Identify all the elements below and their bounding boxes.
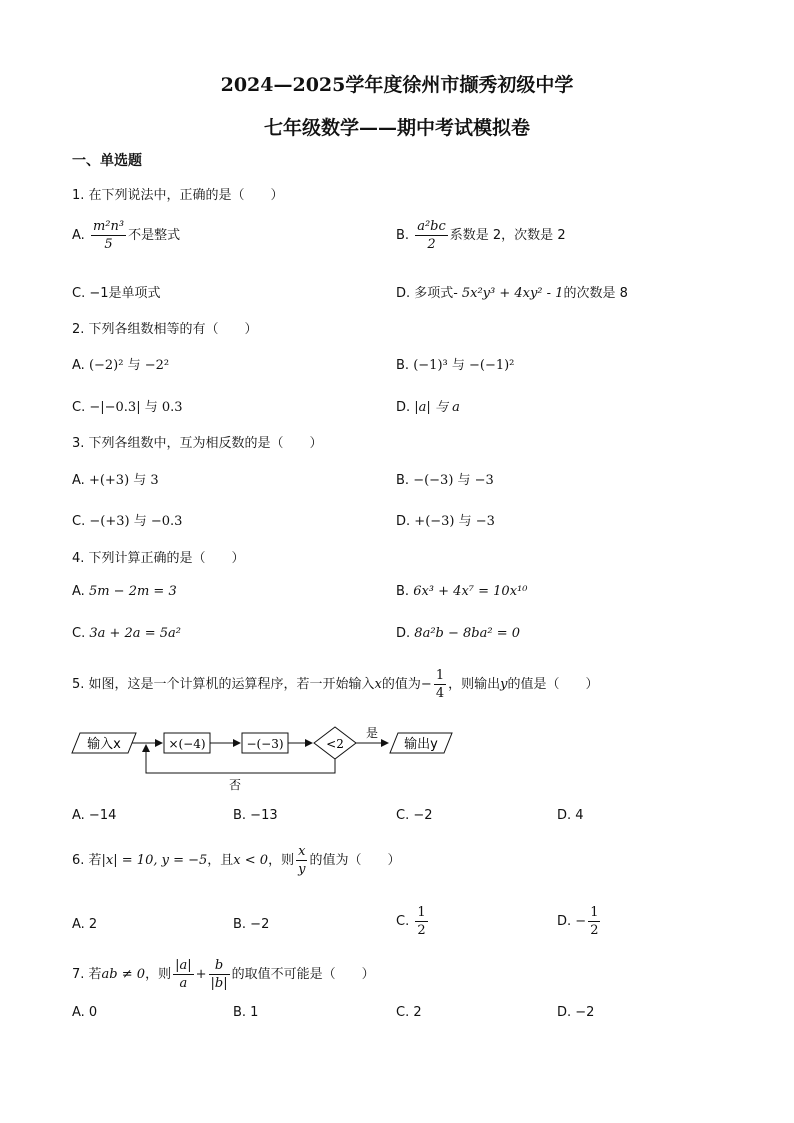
q3-option-c[interactable] xyxy=(72,510,182,529)
q3-option-b[interactable] xyxy=(396,469,494,488)
q1-b-tail: 系数是 2，次数是 2 xyxy=(449,228,566,243)
q6-option-d-label: D. xyxy=(557,914,572,929)
q2-option-a-label: A. xyxy=(72,358,85,373)
q1-option-b[interactable] xyxy=(396,218,566,253)
q6-stem-mid: ，且 xyxy=(207,853,234,868)
q2-option-b[interactable] xyxy=(396,354,514,373)
q6-option-d[interactable] xyxy=(557,904,602,939)
flow-decision-label: <2 xyxy=(326,737,344,751)
question-2-stem: 2. 下列各组数相等的有（ ） xyxy=(72,322,258,337)
q5-stem-x: x xyxy=(374,677,382,692)
q6-stem-post: 的值为（ ） xyxy=(309,853,401,868)
q7-stem-pre: 7. 若 xyxy=(72,967,102,982)
q1-option-d-label: D. xyxy=(396,286,411,301)
question-4-stem: 4. 下列计算正确的是（ ） xyxy=(72,551,245,566)
q5-option-d[interactable]: D. 4 xyxy=(557,808,584,823)
page-title: 2024—2025学年度徐州市撷秀初级中学 xyxy=(220,74,574,96)
q5-option-b[interactable]: B. −13 xyxy=(233,808,278,823)
q6-option-b[interactable]: B. −2 xyxy=(233,917,270,932)
q1-a-numerator: m²n³ xyxy=(92,219,125,234)
q5-frac-sign: − xyxy=(420,677,432,692)
q2-option-b-label: B. xyxy=(396,358,410,373)
q7-option-d[interactable]: D. −2 xyxy=(557,1005,595,1020)
q1-option-a-label: A. xyxy=(72,228,85,243)
q6-d-num: 1 xyxy=(590,905,599,920)
q4-option-a-text: 5m − 2m = 3 xyxy=(88,584,177,599)
q7-stem-post: 的取值不可能是（ ） xyxy=(231,967,375,982)
q3-option-d-text: +(−3) 与 −3 xyxy=(414,514,495,529)
q1-option-c[interactable] xyxy=(72,282,161,301)
q6-stem-cond: |x| = 10, y = −5 xyxy=(101,853,208,868)
q7-option-b[interactable]: B. 1 xyxy=(233,1005,259,1020)
q1-b-numerator: a²bc xyxy=(417,219,446,234)
q1-option-c-label: C. xyxy=(72,286,86,301)
q2-option-d-text: |a| 与 a xyxy=(414,400,460,415)
q7-stem-mid: ，则 xyxy=(145,967,172,982)
q6-stem-mid2: ，则 xyxy=(268,853,295,868)
q4-option-b[interactable] xyxy=(396,584,527,599)
q4-option-c[interactable] xyxy=(72,626,181,641)
q3-option-c-text: −(+3) 与 −0.3 xyxy=(89,514,183,529)
q1-option-b-label: B. xyxy=(396,228,410,243)
q3-option-c-label: C. xyxy=(72,514,86,529)
section-heading: 一、单选题 xyxy=(72,153,142,169)
question-3-stem: 3. 下列各组数中，互为相反数的是（ ） xyxy=(72,436,323,451)
q7-f1-den: a xyxy=(179,976,188,991)
q7-f2-num: b xyxy=(209,957,230,975)
question-7-stem xyxy=(72,957,375,992)
q5-stem-mid: 的值为 xyxy=(381,677,421,692)
q3-option-d[interactable] xyxy=(396,510,495,529)
q3-option-a-text: +(+3) 与 3 xyxy=(88,473,159,488)
q6-option-c-label: C. xyxy=(396,914,410,929)
q2-option-c-label: C. xyxy=(72,400,86,415)
q2-option-a-text: (−2)² 与 −2² xyxy=(88,358,170,373)
q4-option-d-label: D. xyxy=(396,626,411,641)
q6-c-num: 1 xyxy=(417,905,426,920)
q7-stem-cond: ab ≠ 0 xyxy=(101,967,146,982)
q4-option-d[interactable] xyxy=(396,626,520,641)
q2-option-a[interactable] xyxy=(72,354,169,373)
q6-d-sign: − xyxy=(575,914,587,929)
q2-option-d[interactable] xyxy=(396,396,460,415)
q3-option-b-text: −(−3) 与 −3 xyxy=(413,473,494,488)
q4-option-c-text: 3a + 2a = 5a² xyxy=(89,626,181,641)
q6-option-c[interactable] xyxy=(396,904,430,939)
q7-option-c[interactable]: C. 2 xyxy=(396,1005,422,1020)
q5-option-c[interactable]: C. −2 xyxy=(396,808,433,823)
q6-stem-cond2: x < 0 xyxy=(233,853,269,868)
q4-option-b-text: 6x³ + 4x⁷ = 10x¹⁰ xyxy=(413,584,528,599)
q5-stem-y: y xyxy=(500,677,508,692)
q3-option-d-label: D. xyxy=(396,514,411,529)
question-6-stem xyxy=(72,843,400,878)
q4-option-c-label: C. xyxy=(72,626,86,641)
flow-step1-label: ×(−4) xyxy=(168,737,206,751)
q1-a-tail: 不是整式 xyxy=(128,228,181,243)
q1-option-d-pre: 多项式 xyxy=(414,286,454,301)
flow-output-label: 输出y xyxy=(404,737,438,752)
q1-option-d-math: - 5x²y³ + 4xy² - 1 xyxy=(453,286,564,301)
q7-f1-num: |a| xyxy=(175,958,192,973)
question-1-stem: 1. 在下列说法中，正确的是（ ） xyxy=(72,188,284,203)
q3-option-a-label: A. xyxy=(72,473,85,488)
q3-option-b-label: B. xyxy=(396,473,410,488)
flow-no-label: 否 xyxy=(228,778,242,792)
q7-f2-den: |b| xyxy=(210,976,228,991)
q5-stem-pre: 5. 如图，这是一个计算机的运算程序，若一开始输入 xyxy=(72,677,375,692)
q4-option-d-text: 8a²b − 8ba² = 0 xyxy=(414,626,520,641)
flow-step2-label: −(−3) xyxy=(246,737,284,751)
question-5-stem xyxy=(72,667,598,702)
q6-stem-pre: 6. 若 xyxy=(72,853,102,868)
q1-a-denominator: 5 xyxy=(104,237,113,252)
q5-flowchart xyxy=(70,725,460,795)
q1-option-c-text: −1是单项式 xyxy=(89,286,161,301)
q5-stem-mid2: ，则输出 xyxy=(448,677,501,692)
q1-option-a[interactable] xyxy=(72,218,180,253)
flow-input-label: 输入x xyxy=(87,737,121,752)
q2-option-b-text: (−1)³ 与 −(−1)² xyxy=(413,358,515,373)
q4-option-b-label: B. xyxy=(396,584,410,599)
q5-option-a[interactable]: A. −14 xyxy=(72,808,117,823)
q6-option-a[interactable]: A. 2 xyxy=(72,917,98,932)
q6-c-den: 2 xyxy=(417,923,426,938)
q7-option-a[interactable]: A. 0 xyxy=(72,1005,98,1020)
page-subtitle: 七年级数学——期中考试模拟卷 xyxy=(263,117,530,139)
q1-b-denominator: 2 xyxy=(427,237,436,252)
q1-option-d-tail: 的次数是 8 xyxy=(563,286,628,301)
q2-option-d-label: D. xyxy=(396,400,411,415)
q3-option-a[interactable] xyxy=(72,469,159,488)
q4-option-a-label: A. xyxy=(72,584,85,599)
q2-option-c-text: −|−0.3| 与 0.3 xyxy=(89,400,183,415)
q5-frac-num: 1 xyxy=(435,668,445,683)
flow-yes-label: 是 xyxy=(365,726,379,740)
q1-option-d[interactable] xyxy=(396,282,628,301)
q6-d-den: 2 xyxy=(590,923,599,938)
q4-option-a[interactable] xyxy=(72,584,177,599)
q5-stem-post: 的值是（ ） xyxy=(507,677,599,692)
q6-frac-den: y xyxy=(298,862,306,877)
q6-frac-num: x xyxy=(296,843,307,861)
q7-plus: + xyxy=(195,967,207,982)
q5-frac-den: 4 xyxy=(435,686,445,701)
q2-option-c[interactable] xyxy=(72,396,183,415)
